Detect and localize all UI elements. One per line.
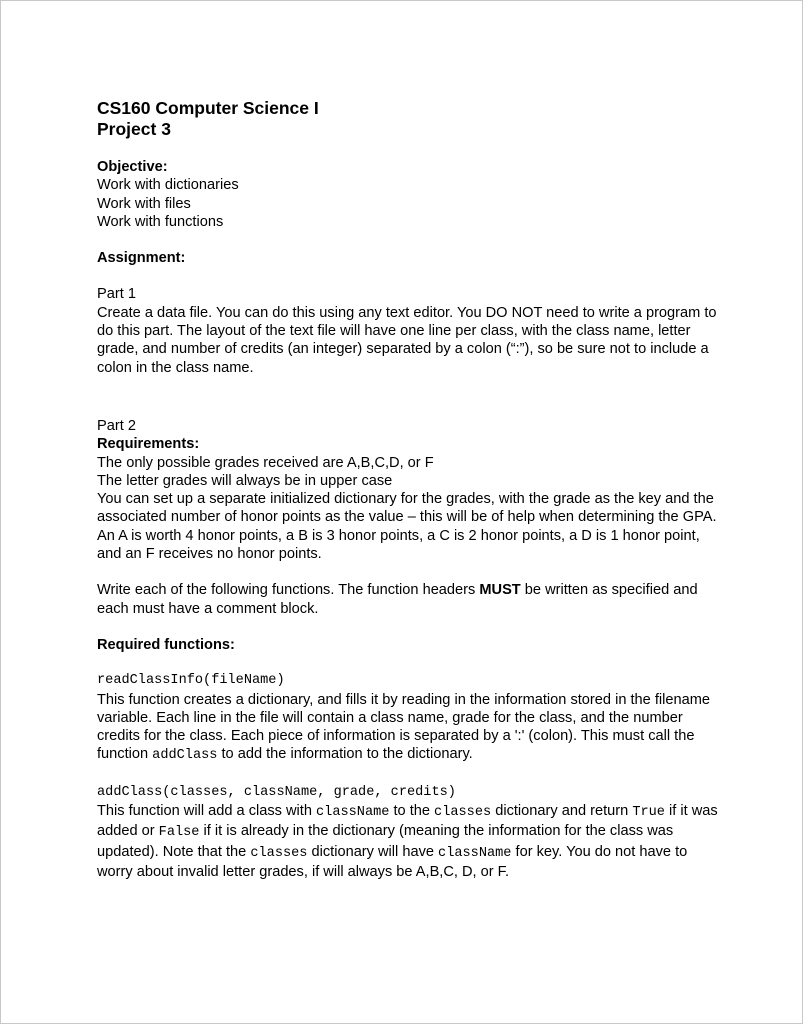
must-emphasis: MUST [479, 582, 521, 599]
inline-code: className [316, 805, 390, 821]
part2-label: Part 2 [97, 417, 136, 434]
objective-item: Work with files [97, 195, 191, 212]
course-title: CS160 Computer Science I [97, 98, 319, 118]
project-title: Project 3 [97, 119, 171, 139]
description-text: to the [389, 803, 435, 820]
inline-code: classes [434, 805, 492, 821]
instructions-text: Write each of the following functions. The function headers [97, 582, 480, 599]
description-text: if it is already in the dictionary (meaning the information for the class was updated). Note that the [97, 823, 674, 860]
readclassinfo-signature: readClassInfo(fileName) [97, 673, 285, 689]
functions-instructions [97, 581, 722, 618]
part1-text: Create a data file. You can do this using any text editor. You DO NOT need to write a program to do this part. The layout of the text file will have one line per class, with the class name, letter grade, and number of credits (an integer) separated by a colon (“:”), so be sure not to include a colon in the class name. [97, 304, 717, 376]
description-text: to add the information to the dictionary. [217, 746, 473, 763]
description-text: This function creates a dictionary, and fills it by reading in the information stored in the filename variable. Each line in the file will contain a class name, grade for the class, and the number credits for the class. Each piece of information is separated by a ':' (colon). This must call the function [97, 691, 710, 763]
inline-code: False [158, 825, 200, 841]
objective-heading: Objective: [97, 159, 168, 175]
inline-code: classes [250, 845, 308, 861]
description-text: for key. You do not have to worry about invalid letter grades, if will always be A,B,C, D, or F. [97, 843, 688, 880]
requirements-heading: Requirements: [97, 436, 200, 453]
description-text: if it was added or [97, 803, 718, 840]
inline-code: True [632, 805, 665, 821]
required-functions-heading: Required functions: [97, 636, 235, 653]
instructions-text: be written as specified and each must have a comment block. [97, 582, 698, 617]
assignment-heading: Assignment: [97, 250, 186, 267]
document-content [97, 98, 722, 881]
readclassinfo-description [97, 691, 722, 766]
part1-label: Part 1 [97, 286, 136, 303]
requirement-line: The letter grades will always be in upper case [97, 472, 393, 489]
addclass-description [97, 802, 722, 881]
requirement-paragraph: You can set up a separate initialized dictionary for the grades, with the grade as the key and the associated number of honor points as the value – this will be of help when determining the GPA. An A is worth 4 honor points, a B is 3 honor points, a C is 2 honor points, a D is 1 honor point, and an F receives no honor points. [97, 491, 717, 563]
description-text: This function will add a class with [97, 803, 316, 820]
requirement-line: The only possible grades received are A,B,C,D, or F [97, 454, 434, 471]
objective-item: Work with functions [97, 213, 224, 230]
objective-item: Work with dictionaries [97, 177, 239, 194]
inline-code: className [438, 845, 512, 861]
addclass-signature: addClass(classes, className, grade, credits) [97, 784, 456, 800]
description-text: dictionary and return [491, 803, 633, 820]
inline-code: addClass [152, 748, 218, 764]
description-text: dictionary will have [307, 843, 439, 860]
